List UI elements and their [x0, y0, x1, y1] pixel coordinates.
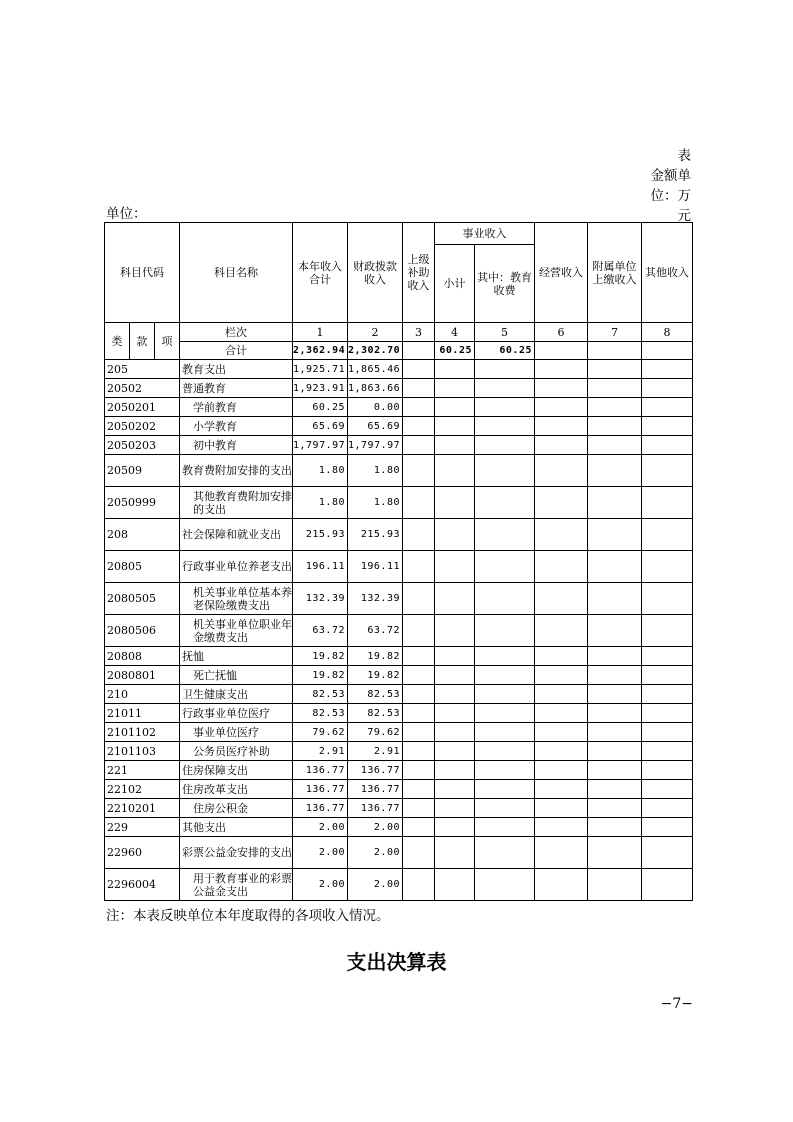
row-affiliated [588, 417, 642, 436]
row-name: 小学教育 [180, 417, 293, 436]
row-code: 2050201 [105, 398, 180, 417]
table-row [105, 487, 693, 519]
row-name: 用于教育事业的彩票公益金支出 [180, 869, 293, 901]
row-subsidy [403, 455, 435, 487]
row-total-income: 1.80 [293, 487, 348, 519]
income-table [104, 222, 693, 901]
row-affiliated [588, 837, 642, 869]
row-operating [535, 704, 588, 723]
table-row [105, 615, 693, 647]
row-subtotal [435, 723, 475, 742]
row-subsidy [403, 487, 435, 519]
table-row [105, 666, 693, 685]
row-edu-fee [475, 436, 535, 455]
col-number: 3 [403, 323, 435, 342]
row-code: 20805 [105, 551, 180, 583]
row-subtotal [435, 583, 475, 615]
row-other [642, 583, 693, 615]
row-subsidy [403, 615, 435, 647]
row-total-income: 1,925.71 [293, 360, 348, 379]
row-total-income: 2.00 [293, 818, 348, 837]
row-fiscal: 136.77 [348, 780, 403, 799]
row-other [642, 666, 693, 685]
table-row [105, 685, 693, 704]
row-other [642, 685, 693, 704]
row-name: 学前教育 [180, 398, 293, 417]
row-subsidy [403, 436, 435, 455]
row-code: 22960 [105, 837, 180, 869]
row-fiscal: 2.00 [348, 818, 403, 837]
row-name: 彩票公益金安排的支出 [180, 837, 293, 869]
row-affiliated [588, 869, 642, 901]
total-affiliated-value [588, 342, 642, 360]
row-code: 2101102 [105, 723, 180, 742]
table-row [105, 436, 693, 455]
header-subsidy: 上级补助收入 [403, 223, 435, 323]
table-row [105, 723, 693, 742]
row-code: 2050202 [105, 417, 180, 436]
row-subsidy [403, 398, 435, 417]
header-other: 其他收入 [642, 223, 693, 323]
row-fiscal: 79.62 [348, 723, 403, 742]
row-edu-fee [475, 818, 535, 837]
table-row [105, 647, 693, 666]
row-total-income: 82.53 [293, 704, 348, 723]
row-name: 住房公积金 [180, 799, 293, 818]
row-fiscal: 82.53 [348, 704, 403, 723]
row-affiliated [588, 742, 642, 761]
row-fiscal: 136.77 [348, 761, 403, 780]
row-operating [535, 723, 588, 742]
header-total: 合计 [180, 342, 293, 360]
row-affiliated [588, 583, 642, 615]
row-subtotal [435, 704, 475, 723]
row-name: 普通教育 [180, 379, 293, 398]
row-operating [535, 455, 588, 487]
row-name: 行政事业单位养老支出 [180, 551, 293, 583]
header-fiscal: 财政拨款收入 [348, 223, 403, 323]
row-code: 2296004 [105, 869, 180, 901]
row-affiliated [588, 723, 642, 742]
row-code: 21011 [105, 704, 180, 723]
row-affiliated [588, 615, 642, 647]
row-total-income: 2.00 [293, 837, 348, 869]
row-code: 2050999 [105, 487, 180, 519]
header-lei: 类 [105, 323, 130, 360]
header-code: 科目代码 [105, 223, 180, 323]
row-operating [535, 615, 588, 647]
row-affiliated [588, 360, 642, 379]
row-edu-fee [475, 704, 535, 723]
row-fiscal: 1,863.66 [348, 379, 403, 398]
row-subsidy [403, 379, 435, 398]
row-affiliated [588, 780, 642, 799]
row-total-income: 136.77 [293, 780, 348, 799]
row-other [642, 742, 693, 761]
row-affiliated [588, 487, 642, 519]
row-other [642, 398, 693, 417]
row-name: 卫生健康支出 [180, 685, 293, 704]
row-subtotal [435, 417, 475, 436]
row-operating [535, 799, 588, 818]
row-total-income: 136.77 [293, 799, 348, 818]
amount-unit-line-1: 金额单 [650, 168, 691, 184]
row-subsidy [403, 799, 435, 818]
row-subsidy [403, 551, 435, 583]
table-row [105, 398, 693, 417]
total-operating-value [535, 342, 588, 360]
row-total-income: 63.72 [293, 615, 348, 647]
row-total-income: 196.11 [293, 551, 348, 583]
row-edu-fee [475, 583, 535, 615]
row-name: 抚恤 [180, 647, 293, 666]
row-operating [535, 666, 588, 685]
table-row [105, 583, 693, 615]
row-other [642, 487, 693, 519]
row-fiscal: 63.72 [348, 615, 403, 647]
row-edu-fee [475, 455, 535, 487]
row-subsidy [403, 666, 435, 685]
row-edu-fee [475, 723, 535, 742]
header-edu-fee: 其中：教育收费 [475, 245, 535, 323]
row-fiscal: 1.80 [348, 455, 403, 487]
row-total-income: 1.80 [293, 455, 348, 487]
table-row [105, 742, 693, 761]
row-code: 22102 [105, 780, 180, 799]
row-total-income: 1,923.91 [293, 379, 348, 398]
row-subtotal [435, 666, 475, 685]
row-edu-fee [475, 685, 535, 704]
page-number: −7− [660, 996, 693, 1012]
row-subsidy [403, 417, 435, 436]
row-subtotal [435, 436, 475, 455]
row-name: 住房改革支出 [180, 780, 293, 799]
row-edu-fee [475, 666, 535, 685]
row-name: 机关事业单位职业年金缴费支出 [180, 615, 293, 647]
amount-unit-line-3: 元 [677, 208, 691, 224]
row-code: 210 [105, 685, 180, 704]
row-affiliated [588, 704, 642, 723]
row-name: 机关事业单位基本养老保险缴费支出 [180, 583, 293, 615]
row-subtotal [435, 818, 475, 837]
row-other [642, 723, 693, 742]
row-other [642, 551, 693, 583]
header-column-index: 栏次 [180, 323, 293, 342]
row-fiscal: 215.93 [348, 519, 403, 551]
row-name: 初中教育 [180, 436, 293, 455]
table-corner-note [645, 146, 691, 226]
row-code: 229 [105, 818, 180, 837]
row-subtotal [435, 615, 475, 647]
row-name: 行政事业单位医疗 [180, 704, 293, 723]
row-total-income: 82.53 [293, 685, 348, 704]
row-code: 2050203 [105, 436, 180, 455]
row-other [642, 436, 693, 455]
row-subtotal [435, 837, 475, 869]
row-code: 2080801 [105, 666, 180, 685]
table-footnote: 注：本表反映单位本年度取得的各项收入情况。 [106, 908, 390, 924]
row-operating [535, 398, 588, 417]
row-affiliated [588, 761, 642, 780]
row-subsidy [403, 519, 435, 551]
row-affiliated [588, 666, 642, 685]
row-total-income: 19.82 [293, 647, 348, 666]
row-operating [535, 818, 588, 837]
row-affiliated [588, 436, 642, 455]
row-name: 住房保障支出 [180, 761, 293, 780]
row-total-income: 60.25 [293, 398, 348, 417]
row-fiscal: 132.39 [348, 583, 403, 615]
row-edu-fee [475, 869, 535, 901]
row-affiliated [588, 799, 642, 818]
header-affiliated: 附属单位上缴收入 [588, 223, 642, 323]
row-edu-fee [475, 761, 535, 780]
table-row [105, 551, 693, 583]
header-xiang: 项 [155, 323, 180, 360]
header-operating: 经营收入 [535, 223, 588, 323]
row-edu-fee [475, 615, 535, 647]
total-edu-fee-value: 60.25 [475, 342, 535, 360]
table-row [105, 417, 693, 436]
row-other [642, 780, 693, 799]
row-operating [535, 551, 588, 583]
row-code: 2080505 [105, 583, 180, 615]
row-name: 教育费附加安排的支出 [180, 455, 293, 487]
row-subsidy [403, 685, 435, 704]
row-subtotal [435, 487, 475, 519]
row-operating [535, 360, 588, 379]
table-row [105, 780, 693, 799]
row-fiscal: 1,797.97 [348, 436, 403, 455]
header-subtotal: 小计 [435, 245, 475, 323]
row-fiscal: 0.00 [348, 398, 403, 417]
row-operating [535, 583, 588, 615]
row-total-income: 132.39 [293, 583, 348, 615]
row-fiscal: 1,865.46 [348, 360, 403, 379]
row-subsidy [403, 869, 435, 901]
row-code: 2080506 [105, 615, 180, 647]
row-total-income: 1,797.97 [293, 436, 348, 455]
table-row [105, 799, 693, 818]
row-subtotal [435, 647, 475, 666]
row-fiscal: 2.00 [348, 869, 403, 901]
row-subtotal [435, 455, 475, 487]
row-operating [535, 761, 588, 780]
row-operating [535, 837, 588, 869]
header-total-income: 本年收入合计 [293, 223, 348, 323]
row-edu-fee [475, 398, 535, 417]
row-other [642, 519, 693, 551]
row-subtotal [435, 551, 475, 583]
row-subsidy [403, 583, 435, 615]
table-row [105, 704, 693, 723]
row-fiscal: 65.69 [348, 417, 403, 436]
row-affiliated [588, 455, 642, 487]
row-other [642, 455, 693, 487]
total-fiscal-value: 2,302.70 [348, 342, 403, 360]
row-name: 事业单位医疗 [180, 723, 293, 742]
table-body [105, 360, 693, 901]
row-name: 社会保障和就业支出 [180, 519, 293, 551]
row-edu-fee [475, 780, 535, 799]
row-subsidy [403, 723, 435, 742]
row-subsidy [403, 360, 435, 379]
row-name: 其他教育费附加安排的支出 [180, 487, 293, 519]
row-other [642, 417, 693, 436]
row-subtotal [435, 742, 475, 761]
total-subsidy-value [403, 342, 435, 360]
row-total-income: 2.00 [293, 869, 348, 901]
row-subtotal [435, 685, 475, 704]
total-subtotal-value: 60.25 [435, 342, 475, 360]
col-number: 6 [535, 323, 588, 342]
row-other [642, 799, 693, 818]
row-code: 221 [105, 761, 180, 780]
row-operating [535, 417, 588, 436]
row-code: 208 [105, 519, 180, 551]
row-other [642, 704, 693, 723]
row-operating [535, 869, 588, 901]
amount-unit-line-2: 位：万 [650, 188, 691, 204]
row-subsidy [403, 742, 435, 761]
row-edu-fee [475, 487, 535, 519]
row-other [642, 360, 693, 379]
row-code: 205 [105, 360, 180, 379]
row-other [642, 869, 693, 901]
total-other-value [642, 342, 693, 360]
row-name: 公务员医疗补助 [180, 742, 293, 761]
row-subsidy [403, 761, 435, 780]
row-edu-fee [475, 519, 535, 551]
row-edu-fee [475, 379, 535, 398]
row-subtotal [435, 869, 475, 901]
row-edu-fee [475, 360, 535, 379]
header-business: 事业收入 [435, 223, 535, 245]
row-total-income: 215.93 [293, 519, 348, 551]
row-fiscal: 2.91 [348, 742, 403, 761]
unit-label: 单位： [106, 206, 147, 222]
row-total-income: 65.69 [293, 417, 348, 436]
row-subtotal [435, 761, 475, 780]
row-fiscal: 196.11 [348, 551, 403, 583]
table-row [105, 869, 693, 901]
row-subsidy [403, 780, 435, 799]
row-subsidy [403, 704, 435, 723]
row-code: 20509 [105, 455, 180, 487]
row-code: 2101103 [105, 742, 180, 761]
table-row [105, 379, 693, 398]
table-row [105, 360, 693, 379]
col-number: 7 [588, 323, 642, 342]
row-name: 死亡抚恤 [180, 666, 293, 685]
row-subtotal [435, 398, 475, 417]
row-edu-fee [475, 417, 535, 436]
row-affiliated [588, 685, 642, 704]
row-edu-fee [475, 647, 535, 666]
row-operating [535, 647, 588, 666]
row-other [642, 761, 693, 780]
row-name: 其他支出 [180, 818, 293, 837]
row-fiscal: 82.53 [348, 685, 403, 704]
row-total-income: 79.62 [293, 723, 348, 742]
next-section-title: 支出决算表 [346, 950, 447, 974]
col-number: 5 [475, 323, 535, 342]
col-number: 1 [293, 323, 348, 342]
col-number: 2 [348, 323, 403, 342]
row-subsidy [403, 647, 435, 666]
row-affiliated [588, 818, 642, 837]
row-total-income: 136.77 [293, 761, 348, 780]
row-other [642, 818, 693, 837]
row-operating [535, 780, 588, 799]
row-subtotal [435, 799, 475, 818]
row-subtotal [435, 379, 475, 398]
row-affiliated [588, 551, 642, 583]
table-row [105, 761, 693, 780]
row-affiliated [588, 379, 642, 398]
row-affiliated [588, 519, 642, 551]
total-income-value: 2,362.94 [293, 342, 348, 360]
row-other [642, 379, 693, 398]
row-edu-fee [475, 551, 535, 583]
row-edu-fee [475, 742, 535, 761]
row-subsidy [403, 818, 435, 837]
table-row [105, 455, 693, 487]
row-subtotal [435, 519, 475, 551]
table-label: 表 [677, 148, 691, 164]
row-edu-fee [475, 799, 535, 818]
row-other [642, 837, 693, 869]
row-operating [535, 436, 588, 455]
row-other [642, 647, 693, 666]
row-fiscal: 136.77 [348, 799, 403, 818]
row-code: 20808 [105, 647, 180, 666]
row-fiscal: 19.82 [348, 666, 403, 685]
row-subtotal [435, 360, 475, 379]
header-name: 科目名称 [180, 223, 293, 323]
row-total-income: 19.82 [293, 666, 348, 685]
table-row [105, 818, 693, 837]
row-name: 教育支出 [180, 360, 293, 379]
row-edu-fee [475, 837, 535, 869]
row-fiscal: 2.00 [348, 837, 403, 869]
row-affiliated [588, 398, 642, 417]
row-fiscal: 19.82 [348, 647, 403, 666]
row-operating [535, 685, 588, 704]
table-row [105, 837, 693, 869]
row-operating [535, 379, 588, 398]
col-number: 4 [435, 323, 475, 342]
table-row [105, 519, 693, 551]
row-code: 20502 [105, 379, 180, 398]
row-operating [535, 487, 588, 519]
row-fiscal: 1.80 [348, 487, 403, 519]
col-number: 8 [642, 323, 693, 342]
row-total-income: 2.91 [293, 742, 348, 761]
row-subtotal [435, 780, 475, 799]
row-operating [535, 742, 588, 761]
header-kuan: 款 [130, 323, 155, 360]
row-code: 2210201 [105, 799, 180, 818]
row-subsidy [403, 837, 435, 869]
row-affiliated [588, 647, 642, 666]
row-other [642, 615, 693, 647]
row-operating [535, 519, 588, 551]
